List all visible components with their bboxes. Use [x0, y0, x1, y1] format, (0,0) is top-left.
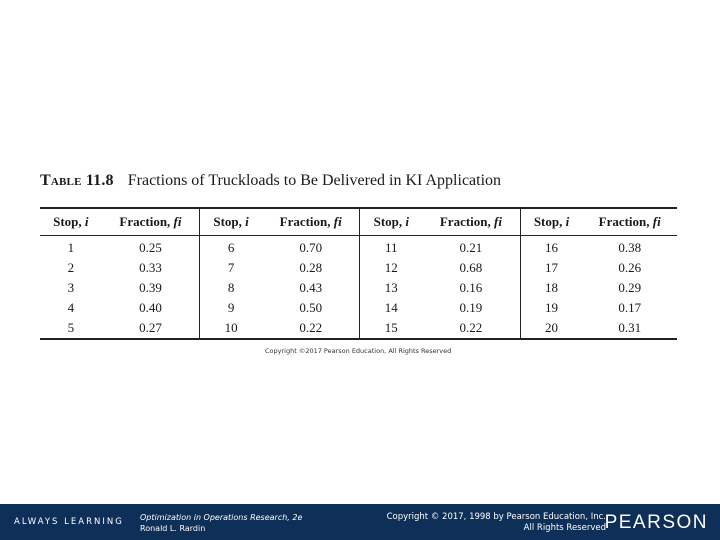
table-cell: 0.28	[262, 258, 360, 278]
table-cell: 10	[200, 318, 262, 339]
table-cell: 0.17	[618, 300, 642, 315]
table-cell: 20	[520, 318, 582, 339]
table-row	[40, 236, 677, 259]
table-cell: 0.68	[422, 258, 520, 278]
table-row	[40, 318, 677, 339]
footer-copyright-line1: Copyright © 2017, 1998 by Pearson Education, Inc.	[386, 512, 606, 522]
table-cell: 0.70	[262, 236, 360, 259]
table-cell: 0.33	[102, 258, 200, 278]
table-cell: 4	[67, 300, 75, 315]
header-fraction-4: Fraction, fi	[582, 208, 677, 236]
table-cell: 0.40	[102, 298, 200, 318]
table-cell: 17	[545, 260, 559, 275]
table-cell: 19	[545, 300, 559, 315]
table-cell: 0.27	[102, 318, 200, 339]
header-stop-4: Stop, i	[520, 208, 582, 236]
table-cell: 9	[227, 300, 235, 315]
footer-book-info	[140, 512, 302, 534]
table-cell: 5	[40, 318, 102, 339]
table-row	[40, 278, 677, 298]
table-number: Table 11.8	[40, 172, 114, 189]
footer-copyright	[387, 512, 606, 534]
table-cell: 14	[384, 300, 398, 315]
footer-tagline: ALWAYS LEARNING	[14, 517, 124, 527]
table-cell: 0.31	[582, 318, 677, 339]
footer-copyright-line2: All Rights Reserved	[523, 523, 606, 533]
table-cell: 0.22	[262, 318, 360, 339]
table-title: Fractions of Truckloads to Be Delivered in KI Application	[127, 172, 502, 189]
table-cell: 0.22	[422, 318, 520, 339]
table-row	[40, 298, 677, 318]
header-stop-2: Stop, i	[200, 208, 262, 236]
table-cell: 0.19	[422, 298, 520, 318]
table-cell: 6	[227, 240, 235, 255]
table-cell: 12	[384, 260, 398, 275]
header-fraction-1: Fraction, fi	[102, 208, 200, 236]
table-cell: 13	[384, 280, 398, 295]
table-cell: 7	[227, 260, 235, 275]
table-row	[40, 258, 677, 278]
table-cell: 0.38	[618, 240, 642, 255]
table-cell: 0.25	[102, 236, 200, 259]
header-stop-1: Stop, i	[40, 208, 102, 236]
table-cell: 18	[545, 280, 559, 295]
table-cell: 16	[545, 240, 559, 255]
table-cell: 0.26	[618, 260, 642, 275]
header-stop-3: Stop, i	[360, 208, 422, 236]
truckload-fractions-table	[40, 207, 677, 340]
table-cell: 1	[67, 240, 75, 255]
table-cell: 2	[67, 260, 75, 275]
header-fraction-3: Fraction, fi	[422, 208, 520, 236]
footer-bar	[0, 504, 720, 540]
table-cell: 3	[67, 280, 75, 295]
table-cell: 0.39	[102, 278, 200, 298]
pearson-logo: PEARSON	[604, 512, 708, 533]
table-cell: 0.16	[422, 278, 520, 298]
table-header-row	[40, 208, 677, 236]
table-cell: 0.43	[262, 278, 360, 298]
header-fraction-2: Fraction, fi	[262, 208, 360, 236]
table-cell: 0.21	[422, 236, 520, 259]
table-caption	[40, 172, 680, 190]
table-cell: 0.29	[618, 280, 642, 295]
footer-author: Ronald L. Rardin	[140, 524, 206, 533]
footer-book-title: Optimization in Operations Research, 2e	[140, 513, 303, 522]
table-cell: 0.50	[262, 298, 360, 318]
table-cell: 11	[385, 240, 398, 255]
table-cell: 15	[360, 318, 422, 339]
table-cell: 8	[227, 280, 235, 295]
image-copyright: Copyright ©2017 Pearson Education, All Rights Reserved	[265, 347, 452, 355]
